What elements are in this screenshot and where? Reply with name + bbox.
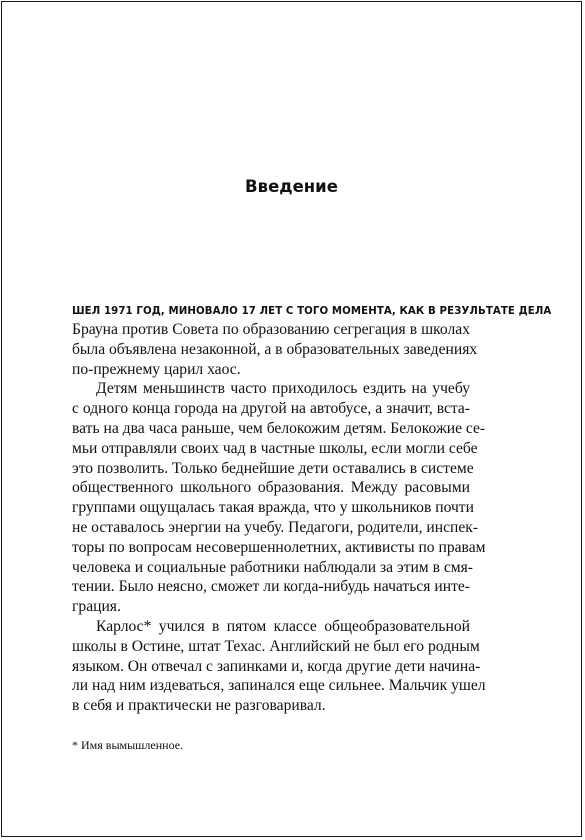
lead-in-line: ШЕЛ 1971 ГОД, МИНОВАЛО 17 ЛЕТ С ТОГО МОМЕНТА, КАК В РЕЗУЛЬТАТЕ ДЕЛА [72,306,552,317]
text-line: в себя и практически не разговаривал. [72,697,326,715]
text-line: тении. Было неясно, сможет ли когда-нибудь начаться инте- [72,578,470,596]
text-line: общественного школьного образования. Между расовыми [72,479,470,497]
text-line: школы в Остине, штат Техас. Английский не был его родным [72,637,480,655]
paragraph-3 [72,617,486,716]
chapter-body [72,305,552,716]
text-line: Брауна против Совета по образованию сегрегация в школах [72,321,470,338]
text-line: Детям меньшинств часто приходилось ездить на учебу [96,380,470,398]
text-line: ли над ним издеваться, запинался еще сильнее. Мальчик ушел [72,677,486,695]
text-line: не оставалось энергии на учебу. Педагоги, родители, инспек- [72,518,479,536]
text-line: грация. [72,598,121,616]
text-line: мьи отправляли своих чад в частные школы, если могли себе [72,439,478,457]
paragraph-1 [72,320,478,379]
text-line: языком. Он отвечал с запинками и, когда другие дети начина- [72,657,481,675]
text-line: по-прежнему царил хаос. [72,360,241,378]
paragraph-2 [72,379,486,617]
text-line: человека и социальные работники наблюдали за этим в смя- [72,558,473,576]
text-line: это позволить. Только беднейшие дети оставались в системе [72,459,474,477]
text-line: вать на два часа раньше, чем белокожим детям. Белокожие се- [72,419,486,437]
text-line: с одного конца города на другой на автобусе, а значит, вста- [72,400,470,418]
text-line: группами ощущалась такая вражда, что у школьников почти [72,499,474,517]
text-line: была объявлена незаконной, а в образовательных заведениях [72,340,478,358]
book-page [1,1,582,837]
footnote: * Имя вымышленное. [72,738,184,752]
chapter-title: Введение [245,177,338,196]
text-line: торы по вопросам несовершеннолетних, активисты по правам [72,538,486,556]
text-line: Карлос* учился в пятом классе общеобразовательной [96,617,470,635]
